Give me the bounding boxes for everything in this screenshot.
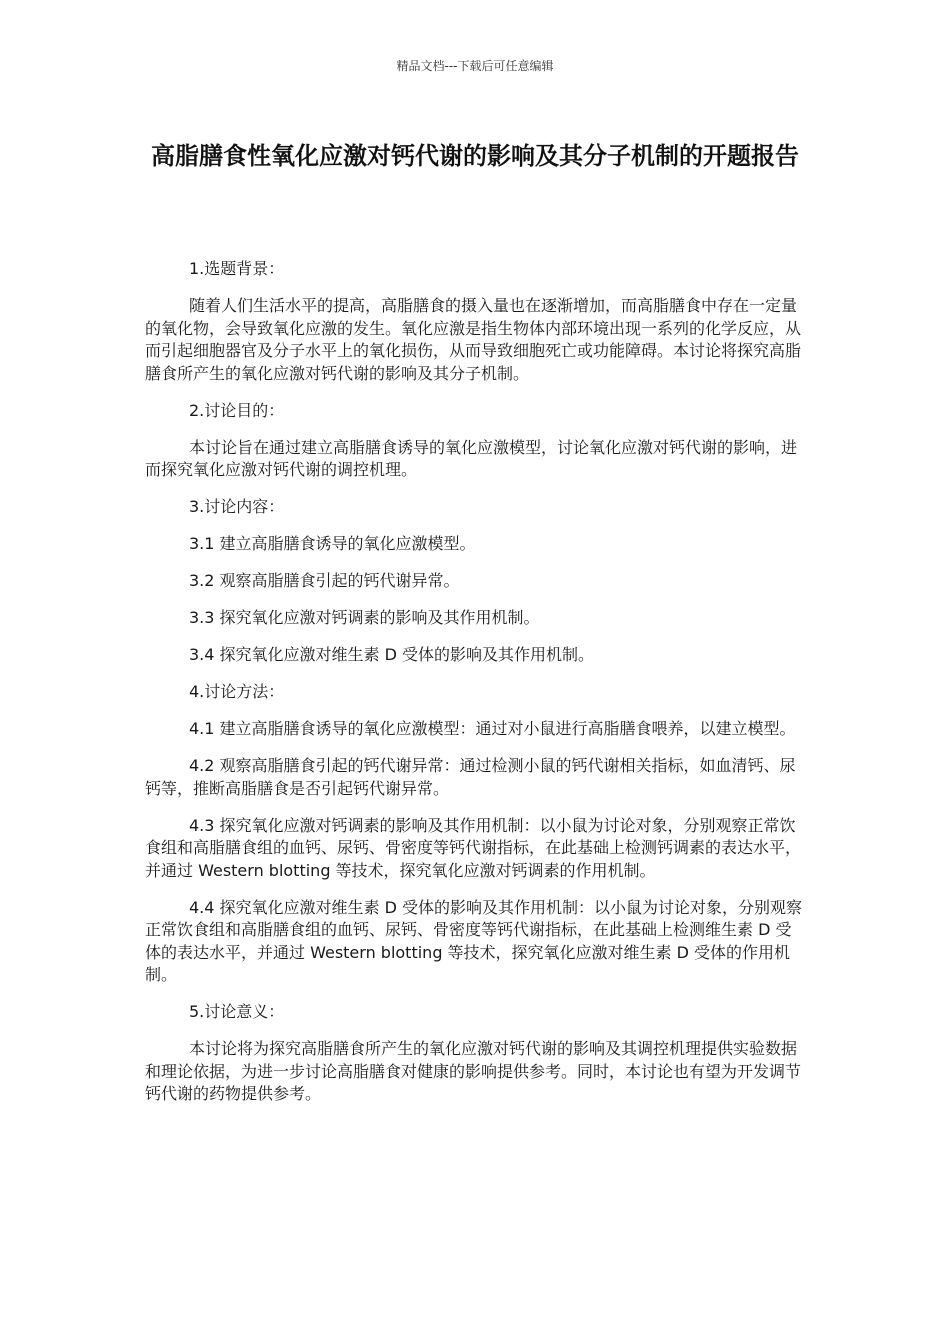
section-heading-significance: 5.讨论意义： xyxy=(189,1002,285,1021)
document-title: 高脂膳食性氧化应激对钙代谢的影响及其分子机制的开题报告 xyxy=(151,142,799,170)
method-item-4-4: 4.4 探究氧化应激对维生素 D 受体的影响及其作用机制：以小鼠为讨论对象，分别观察正常饮食组和高脂膳食组的血钙、尿钙、骨密度等钙代谢指标，在此基础上检测维生素 D 受体的表达水平，并通过 Western blotting 等技术，探究氧化应激对维生素 D 受体的作用机制。 xyxy=(145,897,803,984)
content-item-3-4: 3.4 探究氧化应激对维生素 D 受体的影响及其作用机制。 xyxy=(189,645,595,664)
content-item-3-2: 3.2 观察高脂膳食引起的钙代谢异常。 xyxy=(189,571,460,590)
page-header-note: 精品文档---下载后可任意编辑 xyxy=(396,59,554,73)
paragraph-significance: 本讨论将为探究高脂膳食所产生的氧化应激对钙代谢的影响及其调控机理提供实验数据和理论依据，为进一步讨论高脂膳食对健康的影响提供参考。同时，本讨论也有望为开发调节钙代谢的药物提供参考。 xyxy=(145,1039,802,1103)
section-heading-content: 3.讨论内容： xyxy=(189,497,285,516)
section-heading-methods: 4.讨论方法： xyxy=(189,682,285,701)
method-item-4-3: 4.3 探究氧化应激对钙调素的影响及其作用机制：以小鼠为讨论对象，分别观察正常饮食组和高脂膳食组的血钙、尿钙、骨密度等钙代谢指标，在此基础上检测钙调素的表达水平，并通过 Western blotting 等技术，探究氧化应激对钙调素的作用机制。 xyxy=(145,815,802,880)
section-heading-background: 1.选题背景： xyxy=(189,259,285,278)
method-item-4-2: 4.2 观察高脂膳食引起的钙代谢异常：通过检测小鼠的钙代谢相关指标，如血清钙、尿钙等，推断高脂膳食是否引起钙代谢异常。 xyxy=(145,756,796,798)
content-item-3-3: 3.3 探究氧化应激对钙调素的影响及其作用机制。 xyxy=(189,608,540,627)
method-item-4-1: 4.1 建立高脂膳食诱导的氧化应激模型：通过对小鼠进行高脂膳食喂养，以建立模型。 xyxy=(189,719,796,738)
paragraph-background: 随着人们生活水平的提高，高脂膳食的摄入量也在逐渐增加，而高脂膳食中存在一定量的氧化物，会导致氧化应激的发生。氧化应激是指生物体内部环境出现一系列的化学反应，从而引起细胞器官及分子水平上的氧化损伤，从而导致细胞死亡或功能障碍。本讨论将探究高脂膳食所产生的氧化应激对钙代谢的影响及其分子机制。 xyxy=(145,296,802,383)
section-heading-purpose: 2.讨论目的： xyxy=(189,400,285,420)
content-item-3-1: 3.1 建立高脂膳食诱导的氧化应激模型。 xyxy=(189,534,476,553)
paragraph-purpose: 本讨论旨在通过建立高脂膳食诱导的氧化应激模型，讨论氧化应激对钙代谢的影响，进而探究氧化应激对钙代谢的调控机理。 xyxy=(145,437,798,479)
document-body xyxy=(145,258,807,1120)
